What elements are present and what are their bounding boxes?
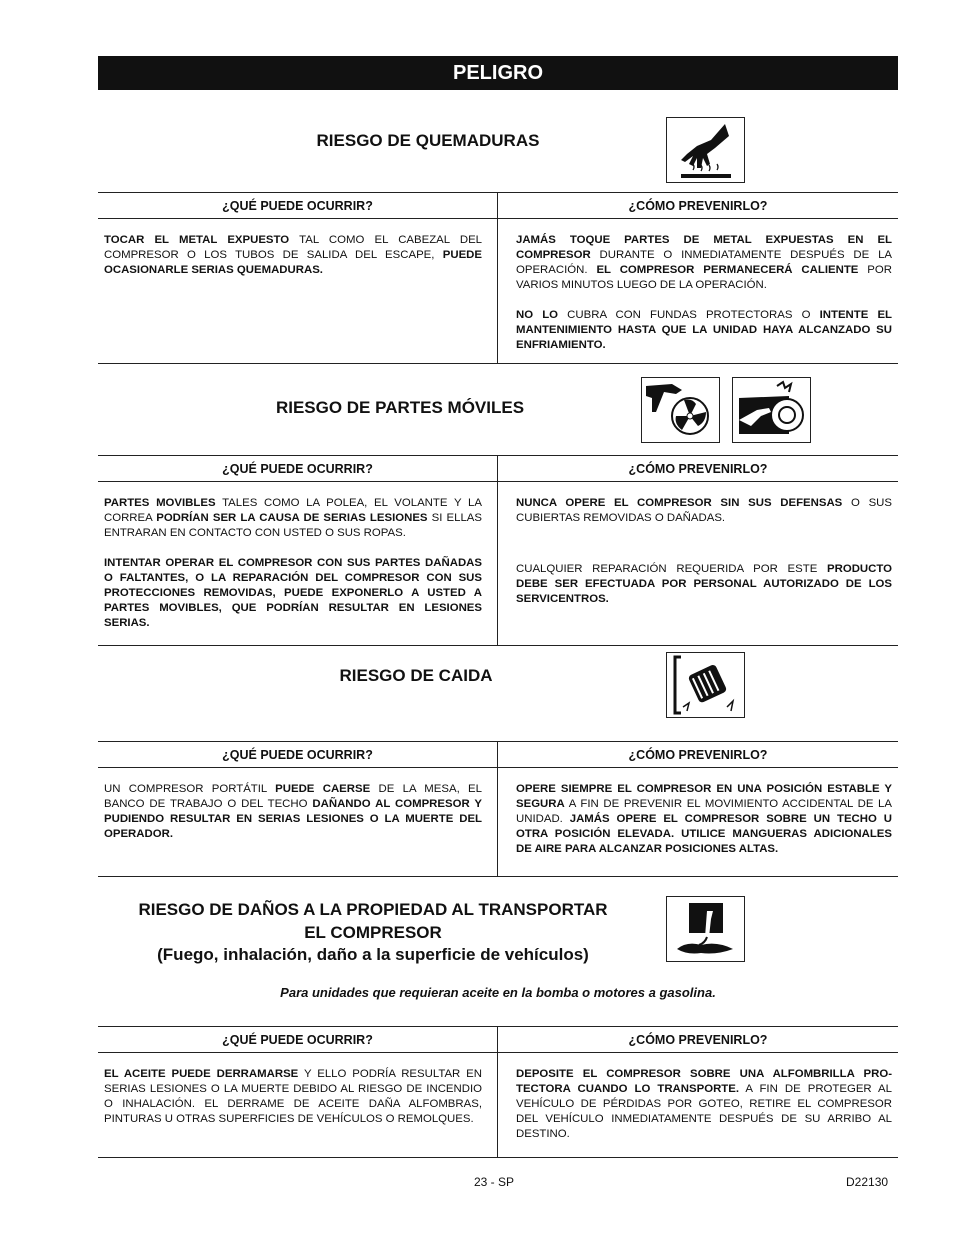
fall-table	[98, 741, 898, 877]
prevent-header: ¿CÓMO PREVENIRLO?	[628, 747, 768, 762]
transport-title-line2: EL COMPRESOR	[304, 923, 442, 942]
transport-note: Para unidades que requieran aceite en la bomba o motores a gasolina.	[280, 985, 716, 1000]
hand-fan-icon	[641, 377, 720, 443]
paragraph: UN COMPRESOR PORTÁTIL PUEDE CAERSE DE LA MESA, EL BANCO DE TRABAJO O DEL TECHO DAÑANDO AL COMPRESOR Y PUDIENDO RESULTAR EN SERIAS LESIONES O LA MUERTE DEL OPERADOR.	[104, 783, 482, 840]
falling-compressor-icon	[666, 652, 745, 718]
what-header: ¿QUÉ PUEDE OCURRIR?	[98, 742, 498, 767]
paragraph: DEPOSITE EL COMPRESOR SOBRE UNA ALFOMBRILLA PRO-TECTORA CUANDO LO TRANSPORTE. A FIN DE PROTEGER AL VEHÍCULO DE PÉRDIDAS POR GOTEO, RETIRE EL COMPRESOR DEL VEHÍCULO INMEDIATAMENTE DESPUÉS DE SU ARRIBO AL DESTINO.	[516, 1068, 892, 1140]
paragraph: CUALQUIER REPARACIÓN REQUERIDA POR ESTE PRODUCTO DEBE SER EFECTUADA POR PERSONAL AUTORIZADO DE LOS SERVICENTROS.	[516, 563, 892, 605]
page-number: 23 - SP	[474, 1175, 515, 1189]
table-header	[98, 193, 898, 219]
moving-prevent-cell	[498, 482, 898, 646]
transport-table	[98, 1026, 898, 1158]
hot-surface-hand-icon	[666, 117, 745, 183]
banner-title: PELIGRO	[452, 61, 543, 84]
paragraph: INTENTAR OPERAR EL COMPRESOR CON SUS PARTES DAÑADAS O FALTANTES, O LA REPARACIÓN DEL COMPRESOR CON SUS PROTECCIONES REMOVIDAS, PUEDE EXPONERLO A USTED A PARTES MOVIBLES, QUE PODRÍAN RESULTAR EN LESIONES SERIAS.	[104, 557, 482, 629]
paragraph: OPERE SIEMPRE EL COMPRESOR EN UNA POSICIÓN ESTABLE Y SEGURA A FIN DE PREVENIR EL MOVIMIENTO ACCIDENTAL DE LA UNIDAD. JAMÁS OPERE EL COMPRESOR SOBRE UN TECHO U OTRA POSICIÓN ELEVADA. UTILICE MANGUERAS ADICIONALES DE AIRE PARA ALCANZAR POSICIONES ALTAS.	[516, 783, 892, 855]
burn-table	[98, 192, 898, 364]
document-code: D22130	[846, 1175, 889, 1189]
oil-spill-icon	[666, 896, 745, 962]
prevent-header: ¿CÓMO PREVENIRLO?	[628, 461, 768, 476]
fall-prevent-cell	[498, 768, 898, 877]
transport-prevent-cell	[498, 1053, 898, 1158]
what-header: ¿QUÉ PUEDE OCURRIR?	[98, 456, 498, 481]
danger-banner	[98, 56, 898, 90]
paragraph: JAMÁS TOQUE PARTES DE METAL EXPUESTAS EN EL COMPRESOR DURANTE O INMEDIATAMENTE DESPUÉS DE LA OPERACIÓN. EL COMPRESOR PERMANECERÁ CALIENTE POR VARIOS MINUTOS LUEGO DE LA OPERACIÓN.	[516, 234, 892, 291]
burn-title: RIESGO DE QUEMADURAS	[316, 131, 540, 150]
paragraph: TOCAR EL METAL EXPUESTO TAL COMO EL CABEZAL DEL COMPRESOR O LOS TUBOS DE SALIDA DEL ESCAPE, PUEDE OCASIONARLE SERIAS QUEMADURAS.	[104, 234, 483, 276]
burn-what-cell	[98, 219, 498, 364]
transport-what-cell	[98, 1053, 498, 1158]
paragraph: NO LO CUBRA CON FUNDAS PROTECTORAS O INTENTE EL MANTENIMIENTO HASTA QUE LA UNIDAD HAYA ALCANZADO SU ENFRIAMIENTO.	[516, 309, 893, 351]
table-header	[98, 456, 898, 482]
moving-what-cell	[98, 482, 498, 646]
paragraph: EL ACEITE PUEDE DERRAMARSE Y ELLO PODRÍA RESULTAR EN SERIAS LESIONES O LA MUERTE DEBIDO AL RIESGO DE INCENDIO O INHALACIÓN. EL DERRAME DE ACEITE DAÑA ALFOMBRAS, PINTURAS U OTRAS SUPERFICIES DE VEHÍCULOS O REMOLQUES.	[104, 1068, 482, 1125]
paragraph: PARTES MOVIBLES TALES COMO LA POLEA, EL VOLANTE Y LA CORREA PODRÍAN SER LA CAUSA DE SERIAS LESIONES SI ELLAS ENTRARAN EN CONTACTO CON USTED O SUS ROPAS.	[104, 497, 482, 539]
what-header: ¿QUÉ PUEDE OCURRIR?	[98, 1027, 498, 1052]
prevent-header: ¿CÓMO PREVENIRLO?	[628, 1032, 768, 1047]
prevent-header: ¿CÓMO PREVENIRLO?	[628, 198, 768, 213]
transport-subtitle: (Fuego, inhalación, daño a la superficie de vehículos)	[157, 945, 589, 964]
table-header	[98, 742, 898, 768]
table-header	[98, 1027, 898, 1053]
transport-title-line1: RIESGO DE DAÑOS A LA PROPIEDAD AL TRANSPORTAR	[138, 900, 608, 919]
paragraph: NUNCA OPERE EL COMPRESOR SIN SUS DEFENSAS O SUS CUBIERTAS REMOVIDAS O DAÑADAS.	[516, 497, 892, 524]
what-header: ¿QUÉ PUEDE OCURRIR?	[98, 193, 498, 218]
hand-belt-pulley-icon	[732, 377, 811, 443]
moving-table	[98, 455, 898, 646]
burn-prevent-cell	[498, 219, 898, 364]
fall-title: RIESGO DE CAIDA	[339, 666, 493, 685]
moving-title: RIESGO DE PARTES MÓVILES	[275, 398, 525, 417]
fall-what-cell	[98, 768, 498, 877]
